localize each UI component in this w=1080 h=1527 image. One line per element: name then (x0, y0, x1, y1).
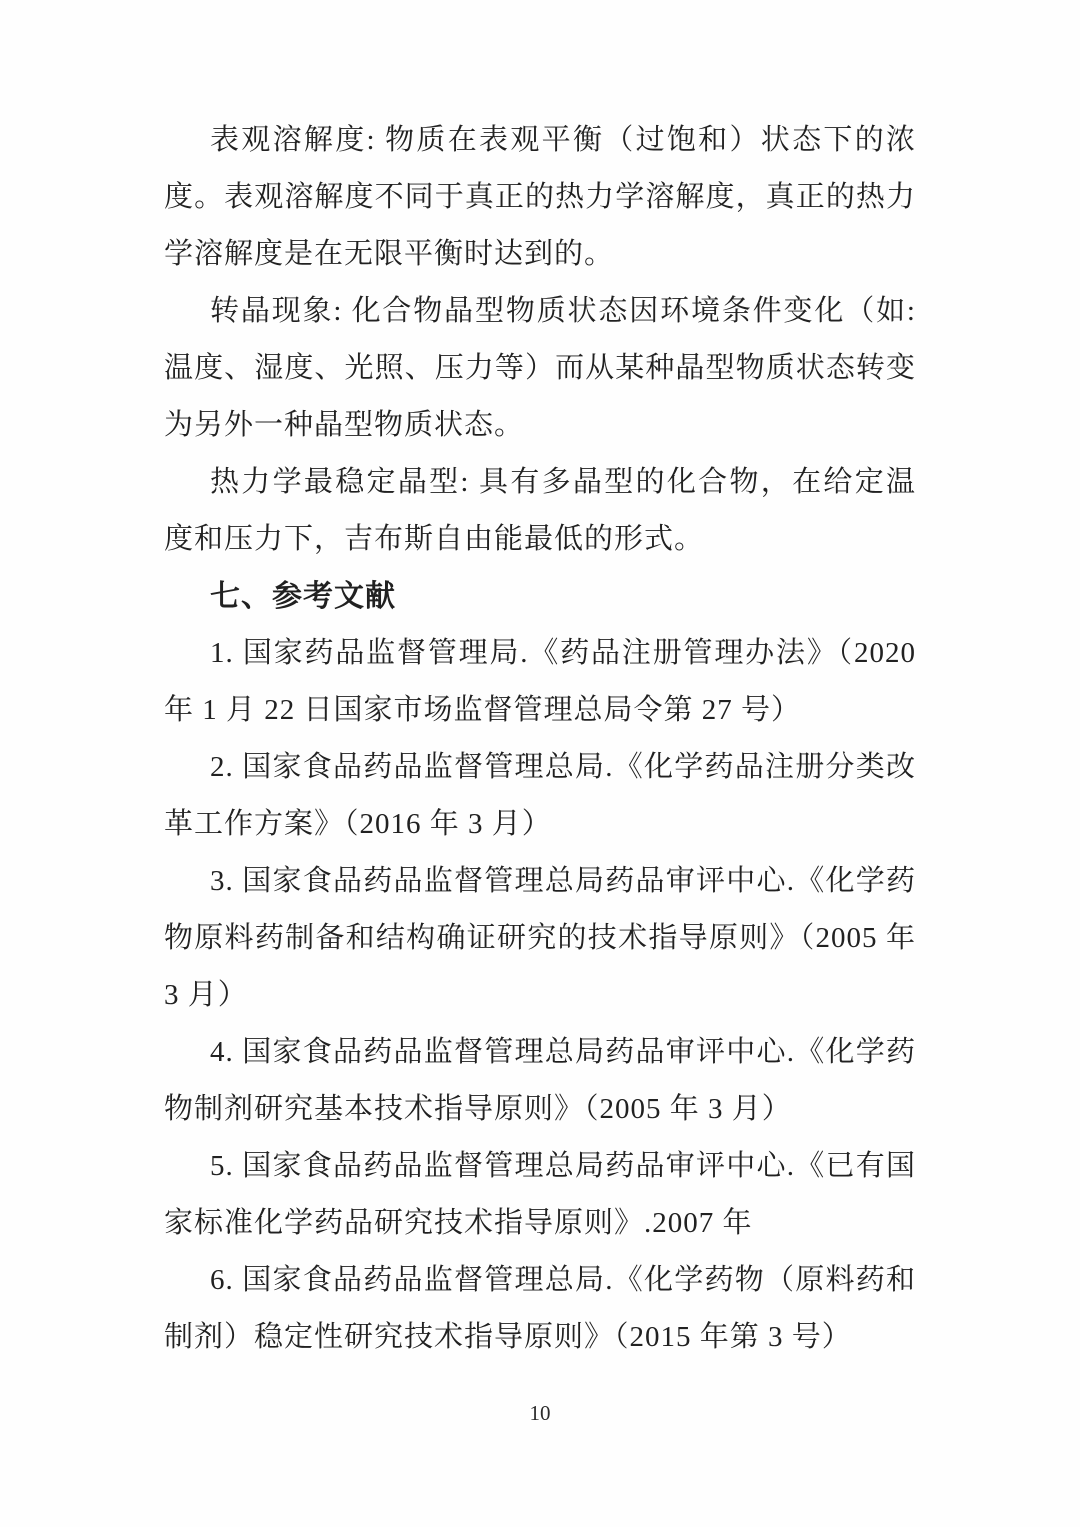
definition-thermodynamic-stable-form: 热力学最稳定晶型: 具有多晶型的化合物，在给定温度和压力下，吉布斯自由能最低的形式。 (164, 466, 916, 555)
reference-item-4: 4. 国家食品药品监督管理总局药品审评中心.《化学药物制剂研究基本技术指导原则》（2005 年 3 月） (164, 1036, 916, 1125)
references-section-heading: 七、参考文献 (210, 580, 396, 613)
reference-item-5: 5. 国家食品药品监督管理总局药品审评中心.《已有国家标准化学药品研究技术指导原则》.2007 年 (164, 1150, 916, 1239)
document-content (164, 112, 916, 1366)
definition-crystal-transition: 转晶现象: 化合物晶型物质状态因环境条件变化（如: 温度、湿度、光照、压力等）而从某种晶型物质状态转变为另外一种晶型物质状态。 (164, 295, 916, 441)
page-number: 10 (529, 1401, 551, 1425)
definition-apparent-solubility: 表观溶解度: 物质在表观平衡（过饱和）状态下的浓度。表观溶解度不同于真正的热力学溶解度，真正的热力学溶解度是在无限平衡时达到的。 (164, 124, 916, 270)
reference-item-1: 1. 国家药品监督管理局.《药品注册管理办法》（2020 年 1 月 22 日国家市场监督管理总局令第 27 号） (164, 637, 916, 726)
reference-item-2: 2. 国家食品药品监督管理总局.《化学药品注册分类改革工作方案》（2016 年 3 月） (164, 751, 916, 840)
reference-item-6: 6. 国家食品药品监督管理总局.《化学药物（原料药和制剂）稳定性研究技术指导原则》（2015 年第 3 号） (164, 1264, 916, 1353)
reference-item-3: 3. 国家食品药品监督管理总局药品审评中心.《化学药物原料药制备和结构确证研究的技术指导原则》（2005 年 3 月） (164, 865, 916, 1011)
